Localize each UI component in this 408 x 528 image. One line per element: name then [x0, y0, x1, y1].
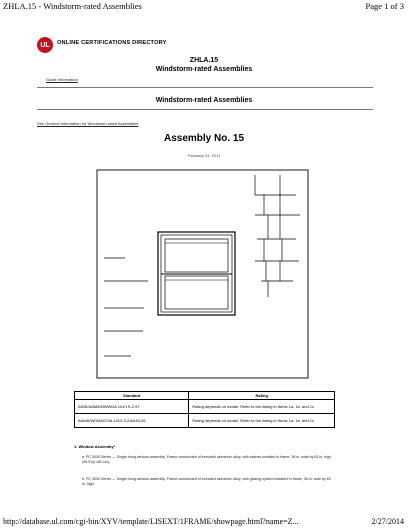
print-header [0, 0, 408, 14]
upper-sash [165, 239, 228, 272]
note-paragraph: a. PC 3030 Series — Single-hung window assembly. Frame constructed of extruded aluminum alloy, with sashes installed in frame, 38 in. wide by 63 in. high (96.5 by 160 cm). [82, 455, 331, 464]
detail-callouts [255, 175, 300, 297]
print-footer-url: http://database.ul.com/cgi-bin/XYV/template/LISEXT/1FRAME/showpage.html?name=Z... [3, 517, 299, 526]
directory-title: ONLINE CERTIFICATIONS DIRECTORY [57, 40, 167, 46]
doc-code: ZHLA.15 [189, 57, 219, 64]
standards-table [74, 391, 335, 428]
table-row [75, 414, 335, 428]
table-header-standard: Standard [75, 392, 189, 400]
table-cell-standard: AAMA/WDMA/CSA 101/I.S.2/A440-05 [75, 414, 189, 428]
doc-title: Windstorm-rated Assemblies [155, 66, 253, 73]
assembly-date: February 24, 2011 [187, 153, 221, 158]
guide-information-link[interactable]: Guide Information [46, 77, 78, 82]
assembly-title: Assembly No. 15 [163, 133, 245, 144]
divider-section [37, 109, 373, 110]
print-header-title: ZHLA.15 - Windstorm-rated Assemblies [3, 1, 142, 11]
section-title: Windstorm-rated Assemblies [155, 97, 253, 104]
print-footer-date: 2/27/2014 [371, 517, 404, 526]
print-header-page: Page 1 of 3 [365, 1, 404, 11]
print-footer [0, 516, 408, 528]
notes-heading: 1. Window Assembly* [74, 444, 116, 449]
table-cell-rating: Rating depends on model. Refer to the listing in Items 1a, 1b, and 1c [189, 400, 335, 414]
note-paragraph: b. PC 3030 Series — Single-hung window assembly. Frame constructed of extruded aluminum alloy, with glazing system installed in frame, 38 in. wide by 63 in. high. [82, 477, 331, 486]
table-row [75, 400, 335, 414]
ul-logo: UL [37, 37, 53, 53]
general-information-link[interactable]: See General Information for Windstorm-rated Assemblies [37, 121, 139, 126]
table-cell-standard: ANSI/AAMA/NWWDA 101/I.S.2-97 [75, 400, 189, 414]
lower-sash [165, 276, 228, 309]
assembly-diagram [96, 169, 309, 379]
table-cell-rating: Rating depends on model. Refer to the listing in Items 1a, 1b, and 1c [189, 414, 335, 428]
table-header-row [75, 392, 335, 400]
table-header-rating: Rating [189, 392, 335, 400]
divider-top [37, 87, 373, 88]
